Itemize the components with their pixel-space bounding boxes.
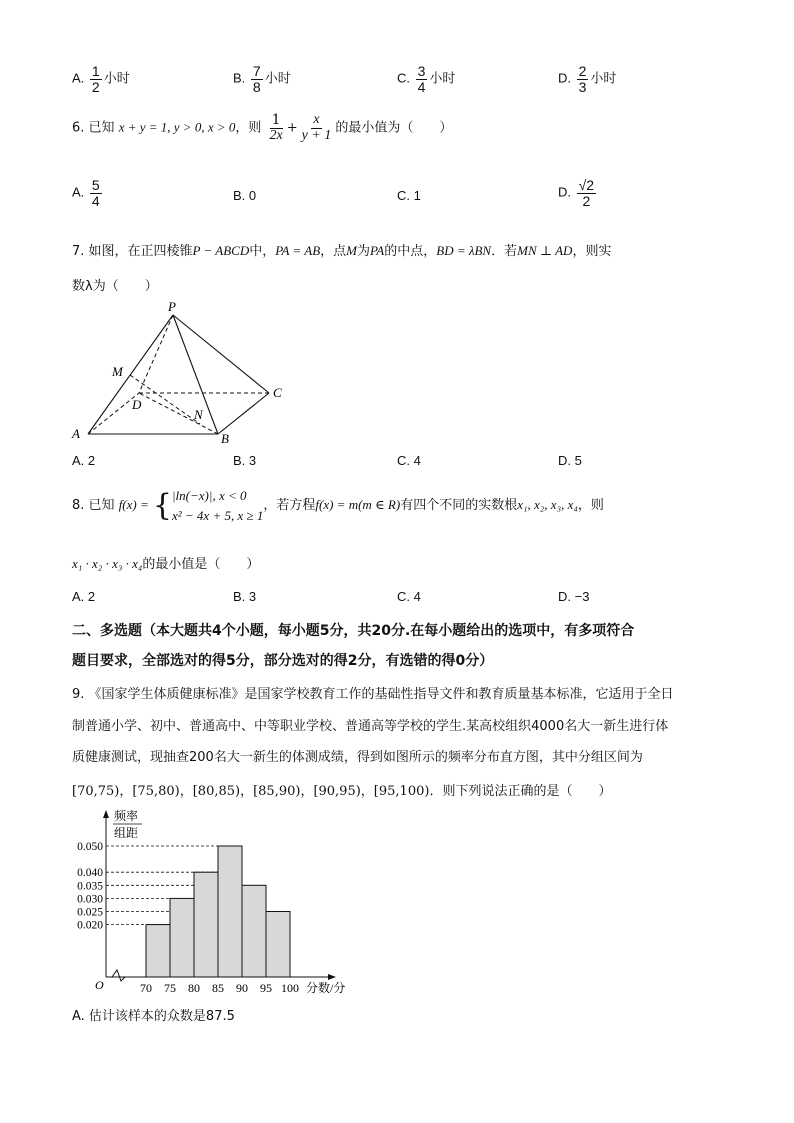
- q8-option-b: B. 3: [233, 589, 257, 604]
- y-tick-label: 0.035: [77, 880, 103, 893]
- q6-option-d: D. $\frac{√2}{2}$: [558, 177, 595, 209]
- label-n: N: [194, 407, 203, 422]
- q6-option-b: B. 0: [233, 188, 257, 203]
- label-a: A: [72, 426, 80, 441]
- q8-stem-line2: x₁ · x₂ · x₃ · x₄的最小值是（ ）: [72, 556, 260, 572]
- label-m: M: [112, 364, 123, 379]
- x-tick-label: 75: [164, 981, 176, 995]
- q5-option-c: C. $\frac{3}{4}$ 小时: [397, 63, 456, 95]
- edge-pa: [88, 315, 173, 434]
- y-tick-label: 0.050: [77, 841, 103, 853]
- q7-pyramid-figure: [66, 298, 296, 450]
- section2-heading-line2: 题目要求，全部选对的得5分，部分选对的得2分，有选错的得0分）: [72, 653, 494, 669]
- q9-stem-line4: [70,75)，[75,80)，[80,85)，[85,90)，[90,95)，[95,100)．则下列说法正确的是（ ）: [72, 784, 612, 799]
- y-tick-label: 0.040: [77, 867, 103, 880]
- histogram-bar: [218, 846, 242, 977]
- q6-stem: 6. 已知 x + y = 1, y > 0, x > 0，则 $\frac{1}{2x}$ + $\frac{x}{y + 1}$ 的最小值为（ ）: [72, 112, 453, 143]
- label-d: D: [132, 397, 142, 412]
- y-tick-label: 0.030: [77, 893, 103, 906]
- histogram-bar: [242, 885, 266, 977]
- histogram-bar: [146, 925, 170, 977]
- origin-label: O: [95, 978, 104, 992]
- edge-bc: [218, 393, 269, 434]
- x-tick-label: 95: [260, 981, 272, 995]
- q8-piecewise: |ln(−x)|, x < 0 x² − 4x + 5, x ≥ 1: [171, 488, 264, 523]
- q5-option-d: D. $\frac{2}{3}$ 小时: [558, 63, 617, 95]
- x-axis-label: 分数/分: [306, 981, 346, 995]
- x-tick-label: 80: [188, 981, 200, 995]
- histogram-bar: [170, 898, 194, 977]
- section2-heading-line1: 二、多选题（本大题共4个小题，每小题5分，共20分.在每小题给出的选项中，有多项符合: [72, 623, 635, 639]
- q8-option-d: D. −3: [558, 589, 590, 604]
- q8-option-a: A. 2: [72, 589, 96, 604]
- x-axis-arrow: [328, 974, 336, 980]
- q5-option-b: B. $\frac{7}{8}$ 小时: [233, 63, 291, 95]
- axis-break-mark: [112, 970, 125, 981]
- x-tick-label: 100: [281, 981, 299, 995]
- q7-stem-line2: 数λ为（ ）: [72, 279, 158, 294]
- histogram-bar: [194, 872, 218, 977]
- q7-option-d: D. 5: [558, 453, 582, 468]
- q6-option-c: C. 1: [397, 188, 421, 203]
- x-tick-label: 90: [236, 981, 248, 995]
- q9-stem-line1: 9. 《国家学生体质健康标准》是国家学校教育工作的基础性指导文件和教育质量基本标准，它适用于全日: [72, 687, 674, 702]
- x-tick-label: 70: [140, 981, 152, 995]
- edge-pd: [139, 315, 173, 393]
- y-tick-label: 0.020: [77, 919, 103, 932]
- y-label-top: 频率: [114, 809, 139, 823]
- q8-stem-line1: 8. 已知 f(x) = { |ln(−x)|, x < 0 x² − 4x + 5, x ≥ 1 ，若方程f(x) = m(m ∈ R)有四个不同的实数根x₁, x₂, x₃, x₄，则: [72, 488, 604, 523]
- x-tick-label: 85: [212, 981, 224, 995]
- q9-stem-line3: 质健康测试，现抽查200名大一新生的体测成绩，得到如图所示的频率分布直方图，其中分组区间为: [72, 750, 643, 765]
- q8-option-c: C. 4: [397, 589, 421, 604]
- label-c: C: [273, 385, 282, 400]
- q7-option-c: C. 4: [397, 453, 421, 468]
- q9-stem-line2: 制普通小学、初中、普通高中、中等职业学校、普通高等学校的学生.某高校组织4000名大一新生进行体: [72, 719, 669, 734]
- q9-option-a: A. 估计该样本的众数是87.5: [72, 1009, 235, 1024]
- q5-option-a: A. $\frac{1}{2}$ 小时: [72, 63, 130, 95]
- label-p: P: [168, 299, 176, 314]
- q9-histogram: [66, 806, 366, 1002]
- q7-stem-line1: 7. 如图，在正四棱锥P − ABCD中，PA = AB，点M为PA的中点，BD = λBN．若MN ⊥ AD，则实: [72, 243, 612, 259]
- segment-bd: [139, 393, 218, 434]
- label-b: B: [221, 431, 229, 446]
- q7-option-b: B. 3: [233, 453, 257, 468]
- q6-option-a: A. $\frac{5}{4}$: [72, 177, 100, 209]
- y-label-bottom: 组距: [114, 826, 139, 840]
- histogram-bar: [266, 912, 290, 978]
- y-axis-arrow: [103, 810, 109, 818]
- y-tick-label: 0.025: [77, 906, 103, 919]
- q7-option-a: A. 2: [72, 453, 96, 468]
